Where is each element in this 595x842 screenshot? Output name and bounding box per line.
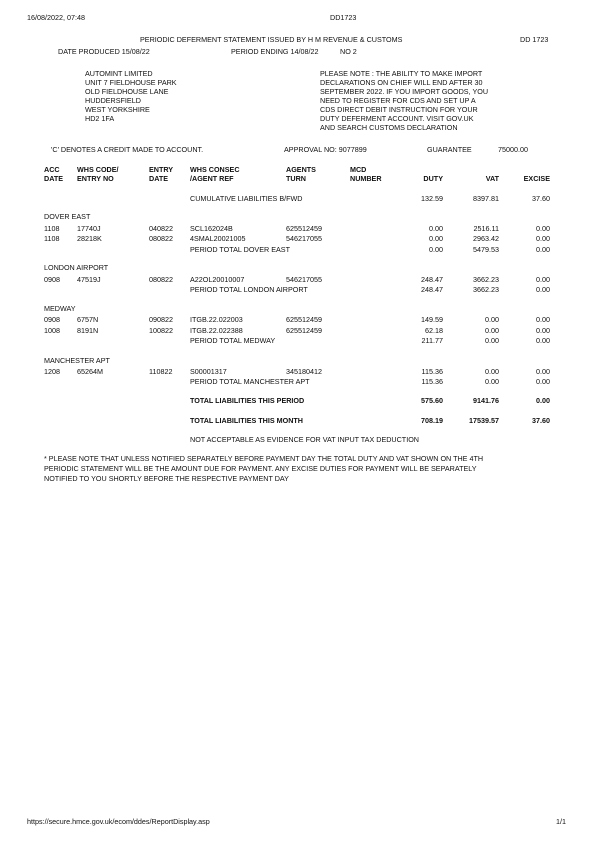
print-datetime: 16/08/2022, 07:48 — [27, 13, 85, 22]
col-entry-date: DATE — [149, 174, 169, 183]
period-total-duty: 115.36 — [421, 377, 443, 386]
col-mcd-number: NUMBER — [350, 174, 382, 183]
col-agents: AGENTS — [286, 165, 316, 174]
address-line: OLD FIELDHOUSE LANE — [85, 87, 169, 96]
row-agent-ref: SCL162024B — [190, 224, 233, 233]
statement-number: NO 2 — [340, 47, 357, 56]
row-vat: 2516.11 — [473, 224, 499, 233]
total-month-excise: 37.60 — [532, 416, 550, 425]
row-agent-ref: ITGB.22.022388 — [190, 326, 243, 335]
vat-notice: NOT ACCEPTABLE AS EVIDENCE FOR VAT INPUT TAX DEDUCTION — [190, 435, 419, 444]
print-url: https://secure.hmce.gov.uk/ecom/ddes/ReportDisplay.asp — [27, 817, 210, 826]
period-total-vat: 3662.23 — [473, 285, 499, 294]
row-turn: 625512459 — [286, 326, 322, 335]
row-vat: 3662.23 — [473, 275, 499, 284]
col-vat: VAT — [485, 174, 499, 183]
notice-line: AND SEARCH CUSTOMS DECLARATION — [320, 123, 458, 132]
cumulative-excise: 37.60 — [532, 194, 550, 203]
row-agent-ref: S00001317 — [190, 367, 227, 376]
notice-line: PLEASE NOTE : THE ABILITY TO MAKE IMPORT — [320, 69, 483, 78]
address-line: HD2 1FA — [85, 114, 115, 123]
address-block — [85, 70, 177, 124]
statement-title: PERIODIC DEFERMENT STATEMENT ISSUED BY H M REVENUE & CUSTOMS — [140, 35, 403, 44]
total-period-excise: 0.00 — [536, 396, 550, 405]
period-total-excise: 0.00 — [536, 336, 550, 345]
col-entry: ENTRY — [149, 165, 174, 174]
row-duty: 0.00 — [429, 234, 443, 243]
total-period-duty: 575.60 — [421, 396, 443, 405]
total-month-vat: 17539.57 — [469, 416, 499, 425]
row-turn: 546217055 — [286, 234, 322, 243]
row-turn: 625512459 — [286, 224, 322, 233]
row-vat: 0.00 — [485, 326, 499, 335]
row-entry-date: 040822 — [149, 224, 173, 233]
row-vat: 2963.42 — [473, 234, 499, 243]
row-duty: 62.18 — [425, 326, 443, 335]
period-total-vat: 5479.53 — [473, 245, 499, 254]
date-produced: DATE PRODUCED 15/08/22 — [58, 47, 150, 56]
row-excise: 0.00 — [536, 367, 550, 376]
address-line: AUTOMINT LIMITED — [85, 69, 153, 78]
notice-line: NEED TO REGISTER FOR CDS AND SET UP A — [320, 96, 476, 105]
section-heading: DOVER EAST — [44, 212, 91, 221]
period-total-label: PERIOD TOTAL LONDON AIRPORT — [190, 285, 308, 294]
address-line: HUDDERSFIELD — [85, 96, 141, 105]
total-month-duty: 708.19 — [421, 416, 443, 425]
row-excise: 0.00 — [536, 326, 550, 335]
credit-note: 'C' DENOTES A CREDIT MADE TO ACCOUNT. — [51, 145, 204, 154]
approval-number: APPROVAL NO: 9077899 — [284, 145, 367, 154]
period-ending: PERIOD ENDING 14/08/22 — [231, 47, 319, 56]
col-excise: EXCISE — [523, 174, 550, 183]
row-excise: 0.00 — [536, 315, 550, 324]
period-total-vat: 0.00 — [485, 336, 499, 345]
period-total-duty: 211.77 — [421, 336, 443, 345]
row-turn: 546217055 — [286, 275, 322, 284]
row-entry-no: 6757N — [77, 315, 99, 324]
total-period-label: TOTAL LIABILITIES THIS PERIOD — [190, 396, 305, 405]
col-whs-code: WHS CODE/ — [77, 165, 119, 174]
notice-line: DECLARATIONS ON CHIEF WILL END AFTER 30 — [320, 78, 483, 87]
cds-notice — [320, 70, 488, 133]
row-duty: 149.59 — [421, 315, 443, 324]
row-acc: 1208 — [44, 367, 60, 376]
row-acc: 1108 — [44, 224, 60, 233]
period-total-excise: 0.00 — [536, 245, 550, 254]
cumulative-vat: 8397.81 — [473, 194, 499, 203]
row-turn: 345180412 — [286, 367, 322, 376]
row-entry-no: 17740J — [77, 224, 101, 233]
section-heading: MANCHESTER APT — [44, 356, 110, 365]
col-whs-consec: WHS CONSEC — [190, 165, 240, 174]
guarantee-value: 75000.00 — [498, 145, 528, 154]
section-heading: LONDON AIRPORT — [44, 263, 109, 272]
cumulative-label: CUMULATIVE LIABILITIES B/FWD — [190, 194, 303, 203]
col-mcd: MCD — [350, 165, 367, 174]
row-duty: 248.47 — [421, 275, 443, 284]
row-entry-no: 47519J — [77, 275, 101, 284]
address-line: UNIT 7 FIELDHOUSE PARK — [85, 78, 177, 87]
row-agent-ref: 4SMAL20021005 — [190, 234, 246, 243]
guarantee-label: GUARANTEE — [427, 145, 472, 154]
total-month-label: TOTAL LIABILITIES THIS MONTH — [190, 416, 303, 425]
notice-line: CDS DIRECT DEBIT INSTRUCTION FOR YOUR — [320, 105, 478, 114]
period-total-label: PERIOD TOTAL MANCHESTER APT — [190, 377, 310, 386]
period-total-duty: 248.47 — [421, 285, 443, 294]
print-page-count: 1/1 — [556, 817, 566, 826]
row-entry-date: 090822 — [149, 315, 173, 324]
row-entry-no: 65264M — [77, 367, 103, 376]
period-total-excise: 0.00 — [536, 377, 550, 386]
footnote-line: NOTIFIED TO YOU SHORTLY BEFORE THE RESPECTIVE PAYMENT DAY — [44, 474, 289, 483]
col-acc: ACC — [44, 165, 60, 174]
row-entry-date: 080822 — [149, 234, 173, 243]
row-turn: 625512459 — [286, 315, 322, 324]
period-total-vat: 0.00 — [485, 377, 499, 386]
row-entry-no: 8191N — [77, 326, 99, 335]
row-vat: 0.00 — [485, 315, 499, 324]
row-entry-no: 28218K — [77, 234, 102, 243]
period-total-label: PERIOD TOTAL DOVER EAST — [190, 245, 290, 254]
row-excise: 0.00 — [536, 234, 550, 243]
row-acc: 0908 — [44, 275, 60, 284]
col-entry-no: ENTRY NO — [77, 174, 114, 183]
row-agent-ref: A22OL20010007 — [190, 275, 245, 284]
row-duty: 0.00 — [429, 224, 443, 233]
period-total-label: PERIOD TOTAL MEDWAY — [190, 336, 276, 345]
col-acc-date: DATE — [44, 174, 64, 183]
print-tab-title: DD1723 — [330, 13, 357, 22]
row-acc: 1108 — [44, 234, 60, 243]
footnote-line: PERIODIC STATEMENT WILL BE THE AMOUNT DUE FOR PAYMENT. ANY EXCISE DUTIES FOR PAYMENT WILL BE SEPARATELY — [44, 464, 477, 473]
cumulative-duty: 132.59 — [421, 194, 443, 203]
col-turn: TURN — [286, 174, 306, 183]
row-entry-date: 080822 — [149, 275, 173, 284]
notice-line: SEPTEMBER 2022. IF YOU IMPORT GOODS, YOU — [320, 87, 489, 96]
period-total-duty: 0.00 — [429, 245, 443, 254]
statement-code: DD 1723 — [520, 35, 549, 44]
col-duty: DUTY — [423, 174, 443, 183]
row-entry-date: 110822 — [149, 367, 173, 376]
period-total-excise: 0.00 — [536, 285, 550, 294]
footnote-line: * PLEASE NOTE THAT UNLESS NOTIFIED SEPARATELY BEFORE PAYMENT DAY THE TOTAL DUTY AND VAT SHOWN ON THE 4TH — [44, 454, 484, 463]
row-excise: 0.00 — [536, 275, 550, 284]
section-heading: MEDWAY — [44, 304, 76, 313]
row-acc: 1008 — [44, 326, 60, 335]
col-agent-ref: /AGENT REF — [190, 174, 234, 183]
address-line: WEST YORKSHIRE — [85, 105, 150, 114]
total-period-vat: 9141.76 — [473, 396, 499, 405]
notice-line: DUTY DEFERMENT ACCOUNT. VISIT GOV.UK — [320, 114, 474, 123]
row-acc: 0908 — [44, 315, 60, 324]
row-vat: 0.00 — [485, 367, 499, 376]
row-excise: 0.00 — [536, 224, 550, 233]
row-entry-date: 100822 — [149, 326, 173, 335]
row-duty: 115.36 — [421, 367, 443, 376]
row-agent-ref: ITGB.22.022003 — [190, 315, 243, 324]
